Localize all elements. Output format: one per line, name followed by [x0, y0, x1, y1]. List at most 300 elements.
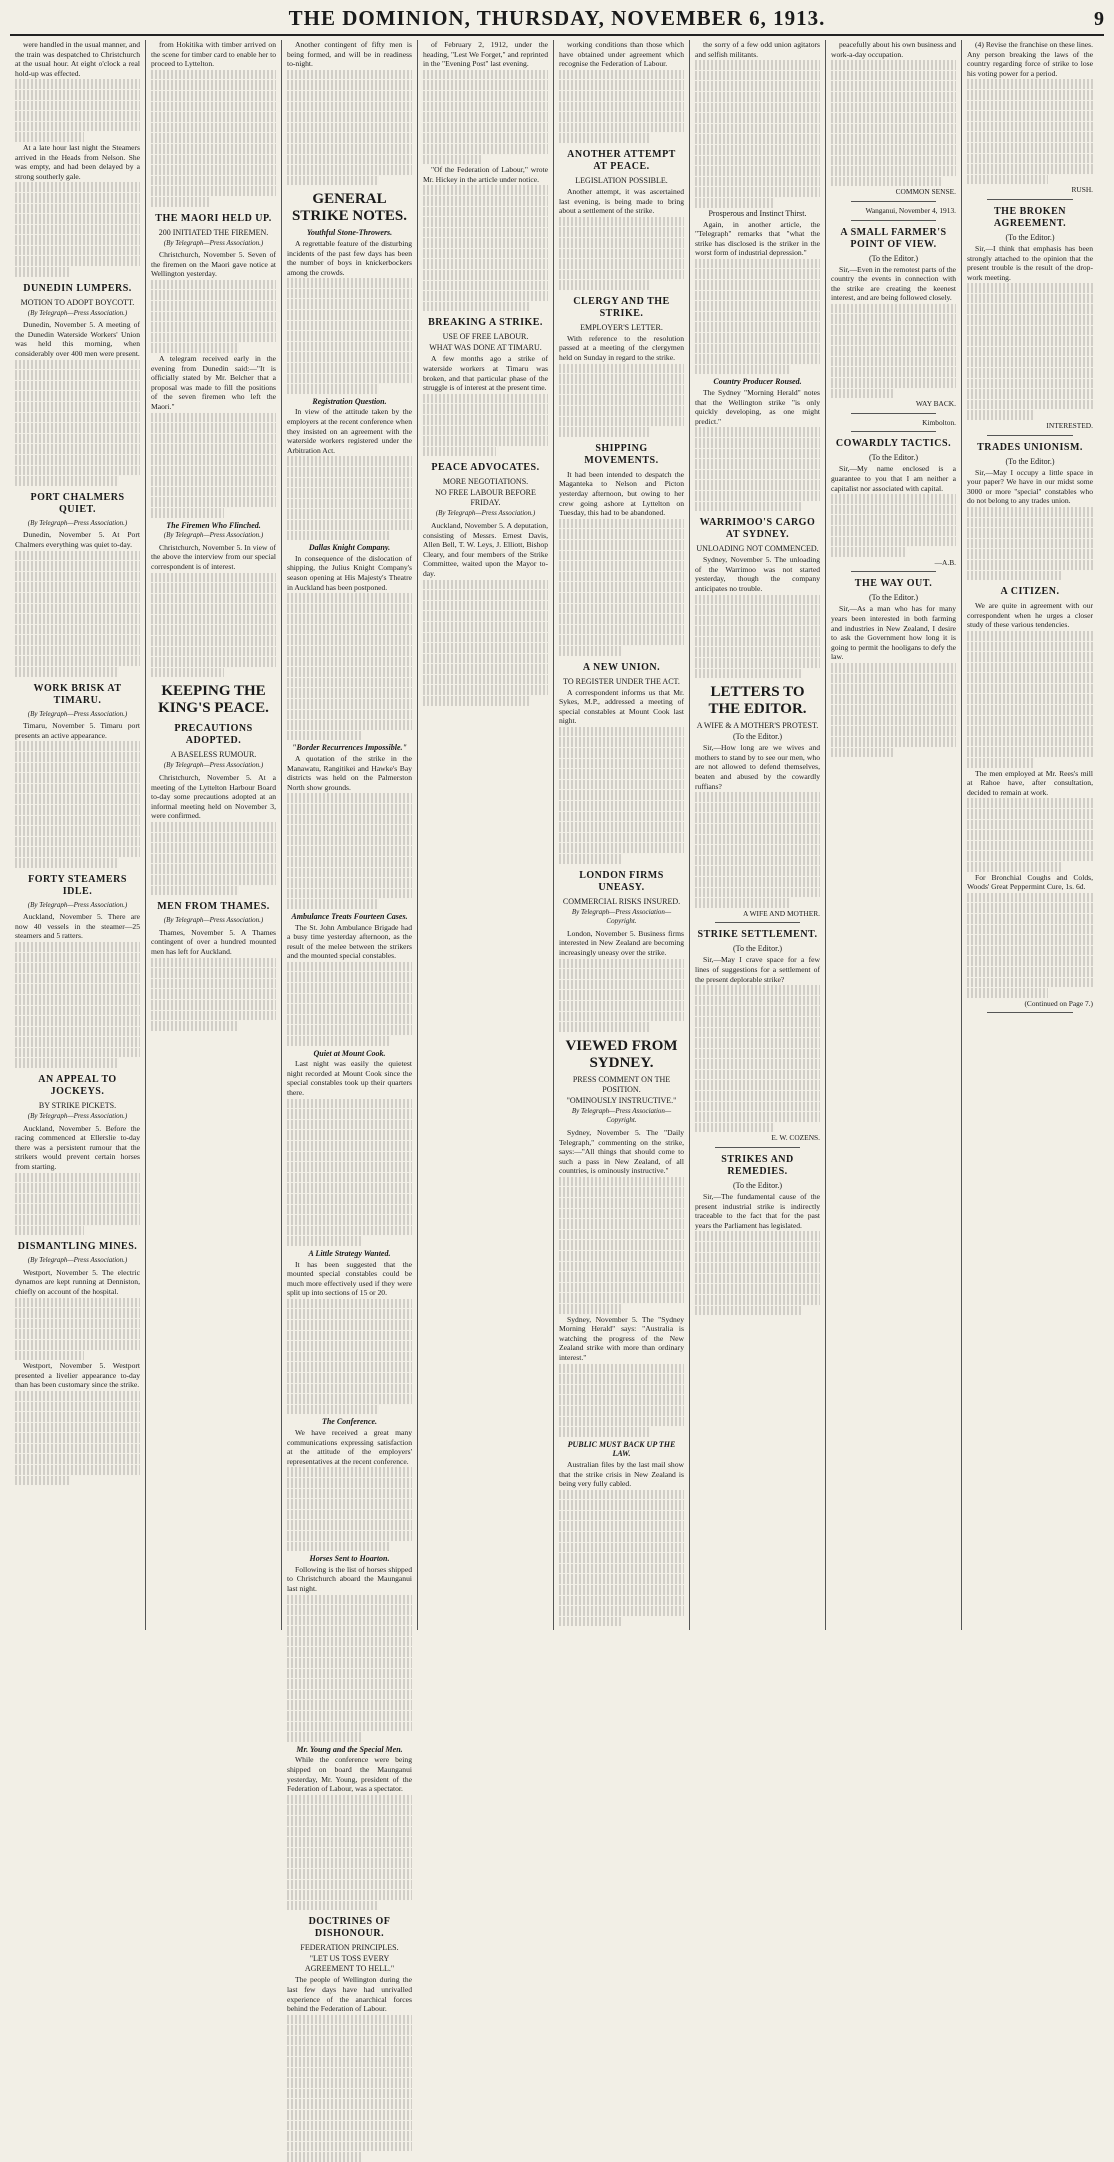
- body-text-line: [15, 995, 140, 1005]
- body-text-line: [423, 185, 548, 195]
- body-text-line: [151, 864, 276, 874]
- body-text-line: [287, 1015, 412, 1025]
- body-text-line: [287, 278, 412, 288]
- article-paragraph: Christchurch, November 5. At a meeting of the Lyttelton Harbour Board to-day some precautions adopted at an informal meeting held on November 3, were confirmed.: [151, 773, 276, 821]
- body-text-line: [15, 132, 84, 142]
- body-text-line: [967, 946, 1093, 956]
- body-text-line: [287, 1658, 412, 1668]
- body-text-line: [287, 1405, 377, 1415]
- body-text-line: [967, 90, 1093, 100]
- body-text-line: [967, 79, 1093, 89]
- signature: COMMON SENSE.: [895, 187, 956, 197]
- body-text-line: [287, 731, 363, 741]
- body-text-line: [151, 165, 276, 175]
- body-text-line: [695, 71, 820, 81]
- article-headline: FORTY STEAMERS IDLE.: [28, 873, 127, 897]
- body-text-line: [559, 780, 684, 790]
- body-text-line: [967, 294, 1093, 304]
- body-text-line: [831, 674, 956, 684]
- body-text-line: [287, 1467, 412, 1477]
- body-text-line: [695, 1080, 820, 1090]
- body-text-line: [831, 663, 956, 673]
- body-text-line: [423, 259, 548, 269]
- body-text-line: [287, 1510, 412, 1520]
- body-text-line: [287, 1869, 412, 1879]
- body-text-line: [423, 270, 548, 280]
- body-text-line: [695, 60, 820, 70]
- section-subhead: Mr. Young and the Special Men.: [296, 1744, 403, 1754]
- body-text-line: [967, 164, 1093, 174]
- body-text-line: [151, 312, 276, 322]
- body-text-line: [287, 520, 412, 530]
- article-paragraph: Christchurch, November 5. Seven of the firemen on the Maori gave notice at Wellington yesterday.: [151, 250, 276, 279]
- body-text-line: [967, 379, 1093, 389]
- body-text-line: [287, 1236, 363, 1246]
- article-headline: LETTERS TO THE EDITOR.: [708, 684, 807, 718]
- body-text-line: [695, 187, 820, 197]
- body-text-line: [967, 652, 1093, 662]
- body-text-line: [559, 843, 684, 853]
- body-text-line: [423, 404, 548, 414]
- body-text-line: [967, 571, 1062, 581]
- body-text-line: [559, 133, 649, 143]
- body-text-line: [287, 102, 412, 112]
- body-text-line: [287, 1722, 412, 1732]
- masthead: [10, 6, 1104, 36]
- body-text-line: [287, 1226, 412, 1236]
- body-text-line: [695, 824, 820, 834]
- article-paragraph: working conditions than those which have obtained under agreement which recognise the Federation of Labour.: [559, 40, 684, 69]
- article-paragraph: Auckland, November 5. Before the racing commenced at Ellerslie to-day there was a persistent rumour that the strikers would prevent certain horses from starting.: [15, 1123, 140, 1172]
- article-paragraph: With reference to the resolution passed at a meeting of the clergymen held on Sunday in regard to the strike.: [559, 333, 684, 363]
- body-text-line: [695, 312, 820, 322]
- article-paragraph: Sydney, November 5. The unloading of the Warrimoo was not started yesterday, though the company anticipates no trouble.: [695, 555, 820, 593]
- body-text-line: [287, 1130, 412, 1140]
- body-text-line: [967, 400, 1093, 410]
- article-paragraph: Australian files by the last mail show that the strike crisis in New Zealand is being very fully cabled.: [559, 1459, 684, 1489]
- body-text-line: [967, 101, 1093, 111]
- body-text-line: [695, 502, 803, 512]
- body-text-line: [287, 2121, 412, 2131]
- body-text-line: [695, 1102, 820, 1112]
- body-text-line: [15, 79, 140, 89]
- body-text-line: [695, 792, 820, 802]
- body-text-line: [559, 1230, 684, 1240]
- body-text-line: [151, 615, 276, 625]
- article-subheading: "OMINOUSLY INSTRUCTIVE.": [566, 1095, 677, 1105]
- body-text-line: [151, 1021, 237, 1031]
- body-text-line: [151, 958, 276, 968]
- body-text-line: [831, 156, 956, 166]
- body-text-line: [287, 1373, 412, 1383]
- body-text-line: [287, 1647, 412, 1657]
- article-headline: WORK BRISK AT TIMARU.: [33, 682, 122, 706]
- body-text-line: [695, 92, 820, 102]
- body-text-line: [831, 346, 956, 356]
- article-subheading: A BASELESS RUMOUR.: [170, 750, 257, 760]
- body-text-line: [695, 81, 820, 91]
- body-text-line: [15, 784, 140, 794]
- body-text-line: [287, 2068, 412, 2078]
- body-text-line: [695, 985, 820, 995]
- body-text-line: [287, 509, 412, 519]
- body-text-line: [287, 144, 412, 154]
- body-text-line: [831, 494, 956, 504]
- body-text-line: [559, 769, 684, 779]
- body-text-line: [287, 614, 412, 624]
- signature: INTERESTED.: [1046, 421, 1093, 430]
- body-text-line: [559, 959, 684, 969]
- body-text-line: [151, 843, 276, 853]
- article-headline: DISMANTLING MINES.: [17, 1241, 138, 1253]
- body-text-line: [287, 846, 412, 856]
- body-text-line: [695, 1038, 820, 1048]
- body-text-line: [559, 1187, 684, 1197]
- section-subhead: Youthful Stone-Throwers.: [306, 228, 393, 238]
- body-text-line: [559, 1395, 684, 1405]
- body-text-line: [967, 841, 1093, 851]
- body-text-line: [287, 1827, 412, 1837]
- body-text-line: [423, 70, 548, 80]
- body-text-line: [15, 182, 140, 192]
- column-8: [962, 40, 1098, 1630]
- body-text-line: [695, 1306, 803, 1316]
- article-paragraph: A few months ago a strike of waterside workers at Timaru was broken, and that particular phase of the struggle is of interest at the present time.: [423, 354, 548, 393]
- body-text-line: [151, 423, 276, 433]
- article-subheading: WHAT WAS DONE AT TIMARU.: [429, 343, 542, 353]
- body-text-line: [287, 635, 412, 645]
- body-text-line: [15, 413, 140, 423]
- body-text-line: [695, 845, 820, 855]
- body-text-line: [559, 1293, 684, 1303]
- body-text-line: [287, 972, 412, 982]
- signature: A WIFE AND MOTHER.: [742, 908, 820, 918]
- body-text-line: [423, 664, 548, 674]
- body-text-line: [695, 605, 820, 615]
- body-text-line: [423, 102, 548, 112]
- body-text-line: [287, 1626, 412, 1636]
- body-text-line: [423, 249, 548, 259]
- body-text-line: [695, 637, 820, 647]
- dateline-source: (By Telegraph—Press Association.): [163, 238, 264, 247]
- body-text-line: [695, 449, 820, 459]
- body-text-line: [559, 1209, 684, 1219]
- article-paragraph: Sir,—How long are we wives and mothers to stand by to see our men, who are not allowed to defend themselves, beaten and abused by the cowardly ruffians?: [695, 743, 820, 791]
- body-text-line: [559, 249, 684, 259]
- body-text-line: [287, 1362, 412, 1372]
- column-7: [826, 40, 962, 1630]
- article-paragraph: Again, in another article, the "Telegraph" remarks that "what the strike has disclosed is the striker in the worst form of industrial depression.": [695, 219, 820, 258]
- body-text-line: [967, 357, 1093, 367]
- body-text-line: [151, 290, 276, 300]
- body-text-line: [695, 1059, 820, 1069]
- article-headline: COWARDLY TACTICS.: [835, 438, 952, 450]
- body-text-line: [15, 193, 140, 203]
- article-paragraph: While the conference were being shipped on board the Maunganui yesterday, Mr. Young, president of the Federation of Labour, was a spectator.: [287, 1755, 412, 1794]
- article-paragraph: Sir,—As a man who has for many years been interested in both farming and industries in New Zealand, I desire to ask the Government how long it is going to permit the hooligans to defy the law.: [831, 604, 956, 662]
- body-text-line: [151, 197, 210, 207]
- body-text-line: [287, 825, 412, 835]
- article-headline: ANOTHER ATTEMPT AT PEACE.: [567, 148, 676, 172]
- body-text-line: [831, 60, 956, 70]
- article-headline: AN APPEAL TO JOCKEYS.: [38, 1074, 117, 1098]
- body-text-line: [287, 899, 377, 909]
- body-text-line: [559, 1532, 684, 1542]
- article-headline: VIEWED FROM SYDNEY.: [565, 1037, 678, 1071]
- body-text-line: [967, 747, 1093, 757]
- body-text-line: [695, 280, 820, 290]
- article-subheading: (To the Editor.): [733, 944, 782, 954]
- body-text-line: [559, 822, 684, 832]
- body-text-line: [423, 654, 548, 664]
- article-columns: [10, 40, 1104, 2014]
- body-text-line: [15, 625, 140, 635]
- body-text-line: [695, 354, 820, 364]
- body-text-line: [967, 809, 1093, 819]
- body-text-line: [287, 1880, 412, 1890]
- body-text-line: [15, 444, 140, 454]
- body-text-line: [423, 217, 548, 227]
- body-text-line: [151, 144, 276, 154]
- body-text-line: [151, 444, 276, 454]
- body-text-line: [967, 716, 1093, 726]
- body-text-line: [695, 333, 820, 343]
- body-text-line: [559, 1490, 684, 1500]
- body-text-line: [287, 91, 412, 101]
- body-text-line: [151, 413, 276, 423]
- article-paragraph: In view of the attitude taken by the employers at the recent conference when they insisted on an agreement with the waterside workers registered under the Arbitration Act.: [287, 407, 412, 455]
- article-paragraph: Following is the list of horses shipped to Christchurch aboard the Maunganui last night.: [287, 1564, 412, 1593]
- body-text-line: [967, 528, 1093, 538]
- body-text-line: [695, 1123, 775, 1133]
- body-text-line: [559, 1606, 684, 1616]
- body-text-line: [967, 154, 1093, 164]
- body-text-line: [15, 1465, 140, 1475]
- article-paragraph: Sir,—My name enclosed is a guarantee to you that I am neither a capitalist nor associated with capital.: [831, 464, 956, 493]
- body-text-line: [287, 155, 412, 165]
- body-text-line: [151, 280, 276, 290]
- article-headline: THE WAY OUT.: [854, 578, 933, 590]
- body-text-line: [15, 1048, 140, 1058]
- article-paragraph: In consequence of the dislocation of shipping, the Julius Knight Company's season opening at His Majesty's Theatre in Auckland has been postponed.: [287, 553, 412, 592]
- article-subheading: A WIFE & A MOTHER'S PROTEST.: [696, 721, 819, 731]
- body-text-line: [15, 402, 140, 412]
- section-subhead: Quiet at Mount Cook.: [313, 1048, 386, 1058]
- body-text-line: [559, 727, 684, 737]
- body-text-line: [695, 301, 820, 311]
- article-subheading: MORE NEGOTIATIONS.: [442, 477, 529, 487]
- body-text-line: [423, 590, 548, 600]
- body-text-line: [287, 1616, 412, 1626]
- body-text-line: [287, 1637, 412, 1647]
- article-paragraph: Sir,—I think that emphasis has been strongly attached to the opinion that the present trouble is the result of the drop-work meeting.: [967, 243, 1093, 282]
- body-text-line: [559, 635, 684, 645]
- body-text-line: [15, 204, 140, 214]
- article-subheading: (To the Editor.): [733, 732, 782, 742]
- article-subheading: COMMERCIAL RISKS INSURED.: [562, 896, 681, 906]
- article-paragraph: It had been intended to despatch the Maganteka to Nelson and Picton yesterday afternoon, but owing to her crew going ashore at Lyttelton on Tuesday, this had to be abandoned.: [559, 469, 684, 518]
- body-text-line: [695, 888, 820, 898]
- body-text-line: [15, 646, 140, 656]
- body-text-line: [287, 1478, 412, 1488]
- body-text-line: [287, 488, 412, 498]
- body-text-line: [967, 673, 1093, 683]
- body-text-line: [559, 1012, 684, 1022]
- body-text-line: [831, 537, 956, 547]
- column-5: [554, 40, 690, 1630]
- body-text-line: [15, 90, 140, 100]
- body-text-line: [151, 636, 276, 646]
- column-2: [146, 40, 282, 1630]
- body-text-line: [287, 2099, 412, 2109]
- body-text-line: [559, 1500, 684, 1510]
- article-paragraph: Sydney, November 5. The "Daily Telegraph," commenting on the strike, says:—"All things that should come to such a pass in New Zealand, of all countries, is ominously instructive.": [559, 1127, 684, 1176]
- article-paragraph: For Bronchial Coughs and Colds, Woods' Great Peppermint Cure, 1s. 6d.: [967, 872, 1093, 892]
- body-text-line: [695, 365, 789, 375]
- body-text-line: [695, 259, 820, 269]
- body-text-line: [695, 1070, 820, 1080]
- body-text-line: [287, 2057, 412, 2067]
- body-text-line: [695, 166, 820, 176]
- body-text-line: [15, 593, 140, 603]
- body-text-line: [287, 531, 391, 541]
- body-text-line: [287, 1901, 377, 1911]
- body-text-line: [423, 633, 548, 643]
- signature: Wanganui, November 4, 1913.: [865, 205, 956, 215]
- article-paragraph: London, November 5. Business firms interested in New Zealand are becoming increasingly uneasy over the strike.: [559, 928, 684, 957]
- body-text-line: [423, 207, 548, 217]
- body-text-line: [151, 573, 276, 583]
- body-text-line: [695, 113, 820, 123]
- article-subheading: EMPLOYER'S LETTER.: [580, 322, 663, 332]
- body-text-line: [423, 155, 482, 165]
- body-text-line: [423, 394, 548, 404]
- body-text-line: [287, 133, 412, 143]
- body-text-line: [15, 111, 140, 121]
- body-text-line: [287, 478, 412, 488]
- body-text-line: [287, 667, 412, 677]
- body-text-line: [423, 643, 548, 653]
- body-text-line: [559, 561, 684, 571]
- body-text-line: [287, 499, 412, 509]
- section-subhead: The Conference.: [321, 1417, 378, 1427]
- body-text-line: [287, 1679, 412, 1689]
- body-text-line: [559, 1304, 622, 1314]
- body-text-line: [287, 836, 412, 846]
- body-text-line: [831, 325, 956, 335]
- body-text-line: [151, 604, 276, 614]
- body-text-line: [287, 815, 412, 825]
- article-headline: DUNEDIN LUMPERS.: [23, 282, 132, 294]
- body-text-line: [831, 505, 956, 515]
- body-text-line: [287, 112, 412, 122]
- body-text-line: [559, 406, 684, 416]
- body-text-line: [967, 978, 1093, 988]
- body-text-line: [15, 1402, 140, 1412]
- body-text-line: [831, 357, 956, 367]
- body-text-line: [15, 246, 140, 256]
- body-text-line: [695, 1284, 820, 1294]
- body-text-line: [831, 705, 956, 715]
- article-paragraph: Sydney, November 5. The "Sydney Morning Herald" says: "Australia is watching the progress of the New Zealand strike with more than ordinary interest.": [559, 1314, 684, 1362]
- article-paragraph: Sir,—Even in the remotest parts of the country the events in connection with the strike are creating the keenest interest, and are being followed closely.: [831, 264, 956, 303]
- body-text-line: [967, 956, 1093, 966]
- body-text-line: [559, 1385, 684, 1395]
- body-text-line: [559, 790, 684, 800]
- body-text-line: [287, 1099, 412, 1109]
- body-text-line: [287, 2110, 412, 2120]
- body-text-line: [15, 963, 140, 973]
- page-number: 9: [1094, 8, 1104, 30]
- body-text-line: [423, 447, 496, 457]
- body-text-line: [423, 685, 548, 695]
- body-text-line: [151, 647, 276, 657]
- body-text-line: [559, 1240, 684, 1250]
- body-text-line: [423, 133, 548, 143]
- body-text-line: [695, 803, 820, 813]
- article-subheading: BY STRIKE PICKETS.: [38, 1101, 117, 1111]
- body-text-line: [287, 646, 412, 656]
- section-subhead: "Border Recurrences Impossible.": [292, 743, 407, 753]
- body-text-line: [151, 668, 224, 678]
- body-text-line: [831, 389, 894, 399]
- body-text-line: [15, 360, 140, 370]
- article-paragraph: the sorry of a few odd union agitators and selfish militants.: [695, 40, 820, 59]
- body-text-line: [559, 540, 684, 550]
- body-text-line: [695, 344, 820, 354]
- article-headline: DOCTRINES OF DISHONOUR.: [308, 1916, 391, 1940]
- body-text-line: [287, 1816, 412, 1826]
- body-text-line: [287, 363, 412, 373]
- body-text-line: [287, 2131, 412, 2141]
- body-text-line: [151, 112, 276, 122]
- body-text-line: [423, 80, 548, 90]
- body-text-line: [967, 967, 1093, 977]
- body-text-line: [15, 391, 140, 401]
- body-text-line: [287, 1205, 412, 1215]
- body-text-line: [151, 70, 276, 80]
- body-text-line: [287, 310, 412, 320]
- body-text-line: [287, 625, 412, 635]
- body-text-line: [151, 657, 276, 667]
- body-text-line: [15, 1204, 140, 1214]
- body-text-line: [287, 331, 412, 341]
- dateline-source: (By Telegraph—Press Association.): [27, 1256, 128, 1265]
- dateline-source: (By Telegraph—Press Association.): [27, 518, 128, 527]
- article-paragraph: Another contingent of fifty men is being formed, and will be in readiness to-night.: [287, 40, 412, 69]
- body-text-line: [15, 1037, 140, 1047]
- article-paragraph: The people of Wellington during the last few days have had unrivalled experience of the anarchical forces behind the Federation of Labour.: [287, 1975, 412, 2014]
- body-text-line: [423, 123, 548, 133]
- body-text-line: [151, 186, 276, 196]
- body-text-line: [287, 2015, 412, 2025]
- body-text-line: [287, 1141, 412, 1151]
- body-text-line: [423, 611, 548, 621]
- body-text-line: [287, 1489, 412, 1499]
- body-text-line: [15, 267, 70, 277]
- body-text-line: [287, 1732, 363, 1742]
- masthead-title: THE DOMINION, THURSDAY, NOVEMBER 6, 1913.: [288, 6, 826, 30]
- body-text-line: [15, 256, 140, 266]
- body-text-line: [151, 476, 276, 486]
- body-text-line: [15, 1433, 140, 1443]
- body-text-line: [695, 813, 820, 823]
- section-subhead: Dallas Knight Company.: [308, 543, 391, 553]
- body-text-line: [967, 560, 1093, 570]
- body-text-line: [559, 280, 649, 290]
- section-subhead: Country Producer Roused.: [713, 377, 802, 387]
- body-text-line: [967, 726, 1093, 736]
